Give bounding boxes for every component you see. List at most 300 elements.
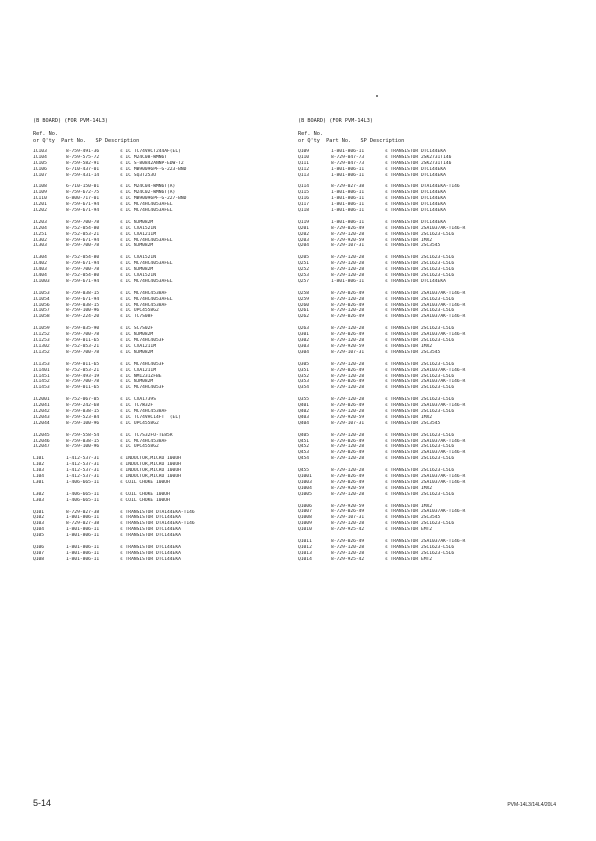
part-number: 1-801-806-11 [331,172,365,178]
ref-number: Q259 [298,296,310,302]
ref-number: IC106 [33,166,47,172]
ref-number: Q453 [298,450,310,456]
part-description: s TRANSISTOR DTC144EKA [120,556,181,562]
part-description: s IC NM1231ZFBE [120,373,162,379]
parts-list [298,149,568,563]
part-description: s TRANSISTOR 2SC1623-L5L6 [385,444,455,450]
ref-number: Q402 [298,408,310,414]
ref-number: IC302 [33,237,47,243]
part-number: 1-801-806-11 [66,527,100,533]
part-description: s TRANSISTOR EMT2 [385,527,433,533]
ref-number: IC1059 [33,326,50,332]
part-number: 8-759-035-90 [66,326,100,332]
part-description: s IC SC7S02F [120,326,154,332]
part-number: 1-801-806-11 [66,533,100,539]
part-number: 8-729-120-28 [331,267,365,273]
part-description: s IC CXA1739S [120,397,156,403]
ref-no-header: Ref. No. [33,131,58,137]
part-description: s TRANSISTOR 2SC1623-L5L6 [385,231,455,237]
part-number: 8-729-027-38 [66,521,100,527]
ref-number: IC107 [33,172,47,178]
part-description: s TRANSISTOR DTC144EKA [385,208,446,214]
ref-number: L303 [33,497,45,503]
part-description: s IC MC74HC4053F [120,361,165,367]
part-number: 8-759-100-96 [66,444,100,450]
part-description: s IC CXA1521N [120,225,156,231]
ref-number: IC110 [33,196,47,202]
part-description: s IC NJM082M [120,349,154,355]
part-description: s TRANSISTOR 2SA1037AK-T146-R [385,473,466,479]
ref-number: Q455 [298,468,310,474]
ref-number: Q115 [298,190,310,196]
part-description: s IC MB90096PF-G-227-BND [120,196,187,202]
part-description: s IC MB90096PF-G-223-BND [120,166,187,172]
part-row [33,314,303,320]
ref-number: Q205 [298,255,310,261]
part-number: 8-752-053-21 [66,231,100,237]
part-row [298,173,568,179]
ref-number: L102 [33,462,45,468]
part-description: s TRANSISTOR 2SC1623-L5L6 [385,456,455,462]
part-number: 8-729-120-28 [331,361,365,367]
ref-number: Q203 [298,237,310,243]
part-number: 8-759-671-94 [66,278,100,284]
part-description: s TRANSISTOR IMX2 [385,485,433,491]
part-description: s TRANSISTOR 2SC3545 [385,420,441,426]
ref-number: Q1007 [298,509,312,515]
part-description: s TRANSISTOR 2SA1037AK-T146-R [385,509,466,515]
part-number: 8-759-575-72 [66,154,100,160]
ref-number: Q451 [298,438,310,444]
part-number: 8-729-120-28 [331,296,365,302]
part-number: 8-759-038-15 [66,408,100,414]
part-number: 1-801-806-11 [331,278,365,284]
part-row [298,421,568,427]
ref-number: IC1252 [33,332,50,338]
ref-number: IC2043 [33,414,50,420]
part-description: s TRANSISTOR 2SA1037AK-T146-R [385,225,466,231]
part-number: 8-759-700-78 [66,267,100,273]
ref-number: Q352 [298,373,310,379]
ref-number: IC1056 [33,302,50,308]
ref-number: IC105 [33,160,47,166]
part-number: 8-729-027-38 [331,184,365,190]
part-number: 8-759-242-68 [66,403,100,409]
part-number: 8-729-120-28 [331,544,365,550]
part-description: s TRANSISTOR 2SC1623-L5L6 [385,550,455,556]
ref-number: L302 [33,491,45,497]
part-description: s IC TC7W32F [120,403,154,409]
ref-number: Q304 [298,349,310,355]
ref-number: IC1058 [33,314,50,320]
part-number: 8-759-493-19 [66,373,100,379]
part-description: s TRANSISTOR 2SA1037AK-T146-R [385,479,466,485]
part-number: 8-729-120-28 [331,273,365,279]
part-number: 8-759-038-15 [66,302,100,308]
ref-number: Q1004 [298,485,312,491]
part-number: 8-729-107-31 [331,515,365,521]
part-number: 8-729-120-28 [331,444,365,450]
part-description: s TRANSISTOR 2SC1623-L5L6 [385,255,455,261]
part-number: 8-759-491-36 [66,149,100,154]
ref-number: Q258 [298,290,310,296]
ref-number: Q110 [298,154,310,160]
column-header: or Q'ty Part No. SP Description [298,138,405,144]
part-number: 8-759-671-94 [66,296,100,302]
part-number: 8-759-011-65 [66,338,100,344]
ref-number: Q118 [298,208,310,214]
part-number: 8-729-026-49 [331,314,365,320]
part-number: 8-729-120-28 [331,521,365,527]
ref-number: Q1001 [298,473,312,479]
ref-number: Q1005 [298,491,312,497]
part-number: 8-729-920-59 [331,343,365,349]
part-number: 8-729-120-28 [331,432,365,438]
part-number: 8-729-026-49 [331,332,365,338]
part-row [33,421,303,427]
part-number: 8-729-120-28 [331,468,365,474]
part-description: s IC MC74HC4053AFEL [120,278,173,284]
part-number: 8-729-026-49 [331,509,365,515]
part-number: 8-729-026-49 [331,379,365,385]
part-description: s IC CXA1521N [120,273,156,279]
part-description: s TRANSISTOR 2SC1623-L5L6 [385,521,455,527]
part-number: 8-759-523-84 [66,414,100,420]
part-number: 8-759-011-65 [66,361,100,367]
ref-number: IC404 [33,273,47,279]
part-number: 1-801-806-11 [331,219,365,225]
part-number: 8-729-120-28 [331,373,365,379]
part-description: s TRANSISTOR 2SC3545 [385,243,441,249]
part-number: 8-759-671-94 [66,208,100,214]
part-row [298,243,568,249]
part-row [298,350,568,356]
part-number: 8-752-054-80 [66,225,100,231]
part-description: s TRANSISTOR 2SC1623-L5L6 [385,385,455,391]
part-description: s TRANSISTOR 2SC3545 [385,349,441,355]
part-description: s TRANSISTOR 2SA1037AK-T146-R [385,538,466,544]
ref-number: Q1009 [298,521,312,527]
ref-number: IC2045 [33,432,50,438]
part-row [298,208,568,214]
part-row [33,279,303,285]
part-description: s INDUCTOR,MICRO 100UH [120,473,181,479]
part-description: s TRANSISTOR 2SA1037AK-T146-R [385,332,466,338]
part-description: s TRANSISTOR DTA144EKA-T146 [385,184,460,190]
part-description: s TRANSISTOR 2SA1037AK-T146-R [385,450,466,456]
part-description: s IC CXA1211M [120,231,156,237]
ref-number: L104 [33,473,45,479]
ref-number: Q1013 [298,550,312,556]
ref-number: IC2046 [33,438,50,444]
ref-number: Q263 [298,326,310,332]
part-description: s INDUCTOR,MICRO 100UH [120,468,181,474]
part-number: 8-759-700-78 [66,219,100,225]
part-description: s IC CXA1211M [120,367,156,373]
part-description: s TRANSISTOR DTC144EKA [385,190,446,196]
part-description: s IC CXA1521N [120,255,156,261]
part-row [33,498,303,504]
part-description: s IC TC7S32FU-TE85R [120,432,173,438]
part-description: s IC MC74HC4053AFEL [120,261,173,267]
part-description: s TRANSISTOR 2SA1037AK-T146-R [385,379,466,385]
ref-number: Q104 [33,527,45,533]
part-row [298,557,568,563]
ref-number: Q452 [298,444,310,450]
part-description: s IC MC74HC4538AF [120,438,168,444]
ref-number: Q261 [298,308,310,314]
ref-number: Q119 [298,219,310,225]
part-number: 8-759-100-96 [66,420,100,426]
part-number: 8-729-920-59 [331,414,365,420]
part-number: 8-729-120-28 [331,308,365,314]
part-number: 8-752-054-80 [66,273,100,279]
ref-number: Q106 [33,544,45,550]
part-number: 8-729-107-31 [331,420,365,426]
part-number: 8-729-120-28 [331,397,365,403]
part-description: s TRANSISTOR DTC144EKA [120,550,181,556]
part-row [33,243,303,249]
part-number: 8-759-038-15 [66,290,100,296]
ref-number: Q204 [298,243,310,249]
part-description: s IC TC7S08F [120,314,154,320]
ref-number: IC2001 [33,397,50,403]
part-description: s TRANSISTOR 2SC3545 [385,515,441,521]
part-number: 8-759-038-15 [66,438,100,444]
ref-number: IC1352 [33,349,50,355]
ref-number: IC1401 [33,367,50,373]
part-number: 8-759-700-78 [66,332,100,338]
part-description: s COIL CHOKE 100UH [120,491,170,497]
ref-number: Q257 [298,278,310,284]
part-description: s INDUCTOR,MICRO 100UH [120,462,181,468]
part-number: 1-801-806-11 [331,208,365,214]
part-number: 8-759-224-20 [66,314,100,320]
part-description: s IC NJM082M [120,243,154,249]
part-description: s IC MC74HC4053F [120,385,165,391]
ref-number: Q1010 [298,527,312,533]
ref-number: Q107 [33,550,45,556]
ref-number: Q1011 [298,538,312,544]
part-description: s TRANSISTOR DTC144EKA [120,515,181,521]
ref-number: Q117 [298,202,310,208]
part-number: 8-729-026-49 [331,403,365,409]
part-number: 8-759-700-78 [66,243,100,249]
part-number: 8-729-120-28 [331,491,365,497]
ref-number: Q201 [298,225,310,231]
ref-number: Q301 [298,332,310,338]
part-number: 8-729-026-49 [331,438,365,444]
part-description: s IC S-80842ANNP-EDW-T2 [120,160,184,166]
part-number: 8-729-026-49 [331,479,365,485]
part-description: s TRANSISTOR 2SA1037AK-T146-R [385,367,466,373]
part-description: s COIL CHOKE 100UH [120,497,170,503]
part-number: 8-759-700-78 [66,379,100,385]
ref-number: IC104 [33,154,47,160]
part-description: s TRANSISTOR 2SC1623-L5L6 [385,408,455,414]
model-footer: PVM-14L3/14L4/20L4 [507,802,556,808]
ref-number: IC1003 [33,278,50,284]
speck-mark [376,95,378,97]
part-description: s TRANSISTOR DTC144EKA [120,533,181,539]
part-number: 8-759-431-14 [66,172,100,178]
part-row [33,444,303,450]
ref-number: Q1008 [298,515,312,521]
ref-number: IC204 [33,225,47,231]
part-number: 1-406-665-11 [66,491,100,497]
part-number: 1-801-806-11 [331,190,365,196]
part-number: 8-729-026-49 [331,302,365,308]
board-heading: (B BOARD) (FOR PVM-14L3) [33,118,108,124]
ref-number: IC304 [33,255,47,261]
ref-number: Q403 [298,414,310,420]
part-number: 6-710-437-01 [66,166,100,172]
column-header: or Q'ty Part No. SP Description [33,138,140,144]
ref-no-header: Ref. No. [298,131,323,137]
part-description: s TRANSISTOR 2SC1623-L5L6 [385,267,455,273]
part-number: 1-801-806-11 [66,550,100,556]
part-description: s TRANSISTOR 2SA1037AK-T146-R [385,302,466,308]
ref-number: Q252 [298,267,310,273]
ref-number: Q1014 [298,556,312,562]
ref-number: Q355 [298,397,310,403]
ref-number: Q260 [298,302,310,308]
ref-number: Q114 [298,184,310,190]
part-number: 8-729-107-31 [331,243,365,249]
ref-number: Q405 [298,432,310,438]
part-description: s TRANSISTOR 2SC1623-L5L6 [385,296,455,302]
ref-number: IC2047 [33,444,50,450]
ref-number: L301 [33,479,45,485]
part-description: s TRANSISTOR 2SC1623-L5L6 [385,273,455,279]
part-number: 8-729-026-49 [331,225,365,231]
ref-number: Q1003 [298,479,312,485]
part-description: s TRANSISTOR 2SC1623-L5L6 [385,308,455,314]
part-description: s TRANSISTOR DTA144EKA-T146 [120,521,195,527]
part-number: 1-801-806-11 [66,515,100,521]
parts-list [33,149,303,563]
ref-number: IC1451 [33,373,50,379]
ref-number: Q103 [33,521,45,527]
part-description: s IC NJM082M [120,219,154,225]
part-description: s TRANSISTOR 2SA1037AK-T146-R [385,314,466,320]
part-number: 8-729-107-31 [331,349,365,355]
part-number: 1-412-537-31 [66,473,100,479]
part-description: s TRANSISTOR DTC144EKA [120,544,181,550]
part-number: 1-801-806-11 [66,556,100,562]
ref-number: Q354 [298,385,310,391]
page-number: 5-14 [33,798,52,808]
part-number: 8-729-026-49 [331,367,365,373]
part-number: 8-729-026-49 [331,473,365,479]
part-row [33,173,303,179]
part-number: 8-759-011-65 [66,385,100,391]
part-description: s IC M24C08-WMN6T [120,154,168,160]
ref-number: IC1353 [33,361,50,367]
part-description: s TRANSISTOR 2SC1623-L5L6 [385,338,455,344]
part-row [33,350,303,356]
part-row [298,456,568,462]
ref-number: IC1253 [33,338,50,344]
part-number: 8-729-120-28 [331,338,365,344]
part-number: 8-729-120-28 [331,385,365,391]
part-number: 8-752-067-05 [66,397,100,403]
part-description: s TRANSISTOR DTC144EKA [385,172,446,178]
part-description: s TRANSISTOR DTC144EKA [385,149,446,154]
part-description: s IC UPC4558G2 [120,308,159,314]
part-number: 8-729-120-28 [331,408,365,414]
part-description: s IC M24C02-WMN6T(A) [120,190,176,196]
ref-number: IC303 [33,243,47,249]
ref-number: Q353 [298,379,310,385]
part-description: s TRANSISTOR 2SC1623-L5L6 [385,326,455,332]
part-description: s TRANSISTOR 2SC1623-L5L6 [385,491,455,497]
part-number: 1-801-806-11 [331,149,365,154]
ref-number: Q202 [298,231,310,237]
part-description: s TRANSISTOR IMX2 [385,503,433,509]
part-description: s TRANSISTOR DTC144EKA [385,278,446,284]
part-description: s IC TC74VHC14FT (EL) [120,414,181,420]
part-number: 1-412-537-31 [66,456,100,462]
part-description: s IC SQ3T253U [120,172,156,178]
part-number: 6-710-150-01 [66,184,100,190]
ref-number: Q101 [33,509,45,515]
ref-number: Q105 [33,533,45,539]
ref-number: Q108 [33,556,45,562]
ref-number: Q253 [298,273,310,279]
part-number: 1-412-537-31 [66,468,100,474]
ref-number: IC203 [33,219,47,225]
part-description: s TRANSISTOR 2SC1623-L5L6 [385,361,455,367]
ref-number: Q262 [298,314,310,320]
part-number: 8-752-054-80 [66,255,100,261]
part-description: s TRANSISTOR 2SA1037AK-T146-R [385,290,466,296]
part-number: 1-801-806-11 [331,196,365,202]
part-description: s TRANSISTOR DTC144EKA [385,196,446,202]
part-description: s IC M24C04-WMN6T(A) [120,184,176,190]
ref-number: IC201 [33,202,47,208]
ref-number: IC2041 [33,403,50,409]
part-description: s TRANSISTOR EMT2 [385,556,433,562]
part-description: s IC MC74HC4538AF [120,408,168,414]
part-description: s TRANSISTOR 2SC1623-L5L6 [385,261,455,267]
part-number: 1-412-537-31 [66,462,100,468]
part-description: s IC UPC4558G2 [120,420,159,426]
part-description: s TRANSISTOR 2SC1623-L5L6 [385,432,455,438]
part-number: 8-729-925-42 [331,556,365,562]
part-description: s IC MC74HC4053AFEL [120,296,173,302]
part-number: 1-801-806-11 [66,544,100,550]
part-description: s TRANSISTOR 2SC1623-L5L6 [385,468,455,474]
part-description: s IC MC74HC4053F [120,338,165,344]
part-description: s TRANSISTOR 2SK2731T146 [385,154,452,160]
part-number: 8-752-053-21 [66,343,100,349]
part-number: 1-406-665-11 [66,497,100,503]
ref-number: L103 [33,468,45,474]
ref-number: IC403 [33,267,47,273]
parts-column-right [298,118,568,563]
part-number: 8-759-671-94 [66,261,100,267]
part-description: s TRANSISTOR IMX2 [385,343,433,349]
part-number: 8-729-920-59 [331,503,365,509]
part-description: s IC CXA1211M [120,343,156,349]
ref-number: Q102 [33,515,45,521]
part-description: s TRANSISTOR DTC144EKA [120,527,181,533]
ref-number: Q454 [298,456,310,462]
part-number: 1-406-665-11 [66,479,100,485]
part-description: s INDUCTOR,MICRO 100UH [120,456,181,462]
ref-number: IC2042 [33,408,50,414]
